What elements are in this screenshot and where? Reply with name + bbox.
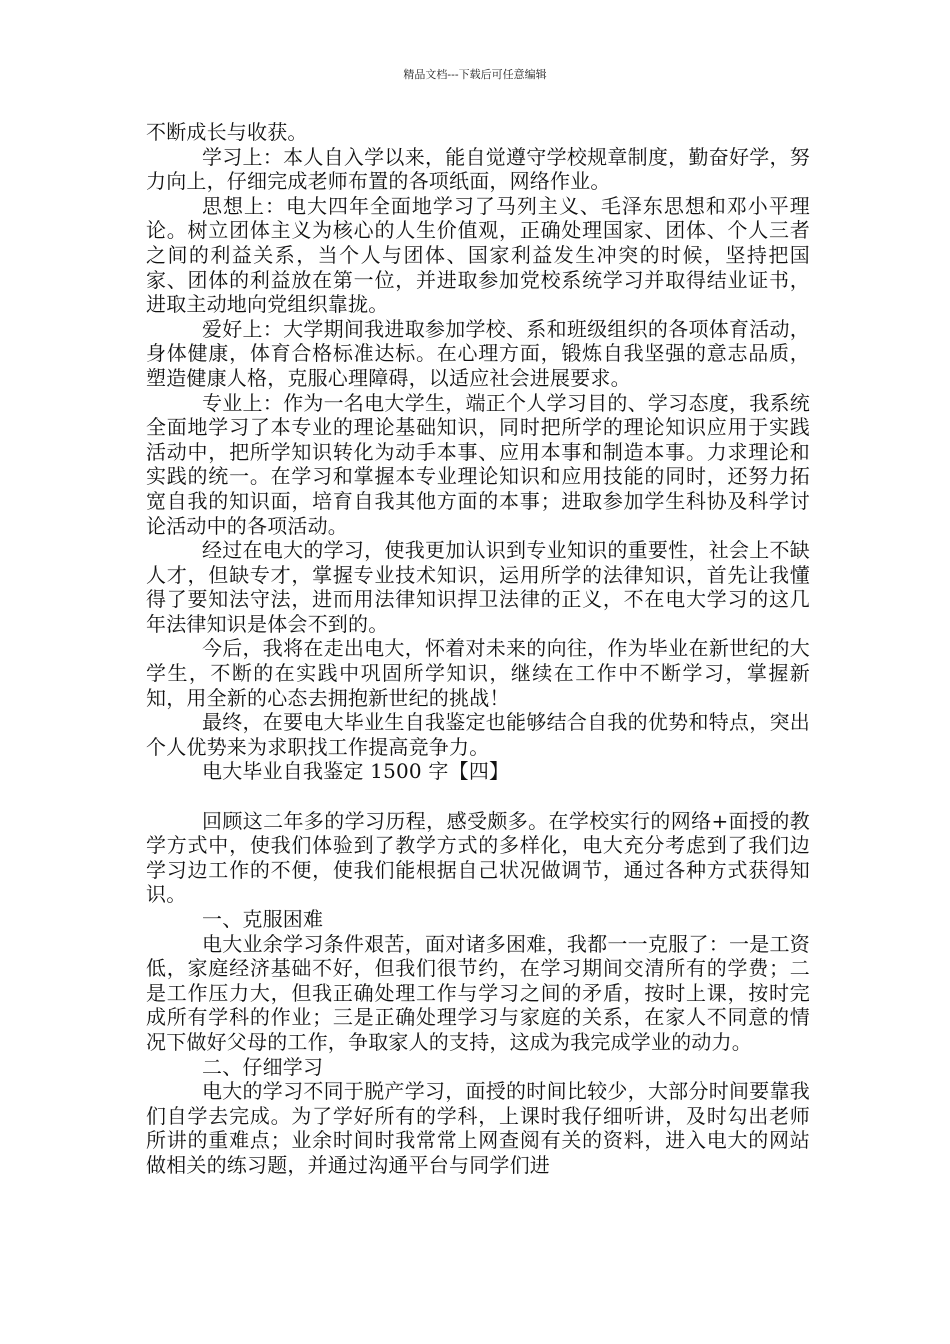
paragraph-review: 回顾这二年多的学习历程，感受颇多。在学校实行的网络+面授的教学方式中，使我们体验到了教学方式的多样化，电大充分考虑到了我们边学习边工作的不便，使我们能根据自己状况做调节，通过各种方式获得知识。 xyxy=(146,808,810,907)
paragraph-hobby: 爱好上：大学期间我进取参加学校、系和班级组织的各项体育活动，身体健康，体育合格标准达标。在心理方面，锻炼自我坚强的意志品质，塑造健康人格，克服心理障碍，以适应社会进展要求。 xyxy=(146,316,810,390)
blank-line xyxy=(146,784,810,809)
page-header: 精品文档---下载后可任意编辑 xyxy=(403,68,547,81)
paragraph-difficulties: 电大业余学习条件艰苦，面对诸多困难，我都一一克服了：一是工资低，家庭经济基础不好，但我们很节约，在学习期间交清所有的学费；二是工作压力大，但我正确处理工作与学习之间的矛盾，按时上课，按时完成所有学科的作业；三是正确处理学习与家庭的关系，在家人不同意的情况下做好父母的工作，争取家人的支持，这成为我完成学业的动力。 xyxy=(146,931,810,1054)
paragraph-continuation: 不断成长与收获。 xyxy=(146,120,308,144)
subheading-careful-study: 二、仔细学习 xyxy=(202,1054,324,1079)
paragraph-study: 学习上：本人自入学以来，能自觉遵守学校规章制度，勤奋好学，努力向上，仔细完成老师布置的各项纸面，网络作业。 xyxy=(146,144,810,194)
paragraph-careful-study: 电大的学习不同于脱产学习，面授的时间比较少，大部分时间要靠我们自学去完成。为了学好所有的学科，上课时我仔细听讲，及时勾出老师所讲的重难点；业余时间时我常常上网查阅有关的资料，进入电大的网站做相关的练习题，并通过沟通平台与同学们进 xyxy=(146,1079,810,1177)
subheading-overcome-difficulties: 一、克服困难 xyxy=(202,907,324,931)
paragraph-experience: 经过在电大的学习，使我更加认识到专业知识的重要性，社会上不缺人才，但缺专才，掌握专业技术知识，运用所学的法律知识，首先让我懂得了要知法守法，进而用法律知识捍卫法律的正义，不在电大学习的这几年法律知识是体会不到的。 xyxy=(146,538,810,636)
section-title: 电大毕业自我鉴定 1500 字【四】 xyxy=(202,759,510,784)
paragraph-thought: 思想上：电大四年全面地学习了马列主义、毛泽东思想和邓小平理论。树立团体主义为核心的人生价值观，正确处理国家、团体、个人三者之间的利益关系，当个人与团体、国家利益发生冲突的时候，坚持把国家、团体的利益放在第一位，并进取参加党校系统学习并取得结业证书，进取主动地向党组织靠拢。 xyxy=(146,193,810,317)
paragraph-major: 专业上：作为一名电大学生，端正个人学习目的、学习态度，我系统全面地学习了本专业的理论基础知识，同时把所学的理论知识应用于实践活动中，把所学知识转化为动手本事、应用本事和制造本事。力求理论和实践的统一。在学习和掌握本专业理论知识和应用技能的同时，还努力拓宽自我的知识面，培育自我其他方面的本事；进取参加学生科协及科学讨论活动中的各项活动。 xyxy=(146,390,810,538)
paragraph-future: 今后，我将在走出电大，怀着对未来的向往，作为毕业在新世纪的大学生，不断的在实践中巩固所学知识，继续在工作中不断学习，掌握新知，用全新的心态去拥抱新世纪的挑战！ xyxy=(146,636,810,710)
paragraph-conclusion: 最终，在要电大毕业生自我鉴定也能够结合自我的优势和特点，突出个人优势来为求职找工作提高竞争力。 xyxy=(146,710,810,759)
document-body xyxy=(146,120,810,1178)
